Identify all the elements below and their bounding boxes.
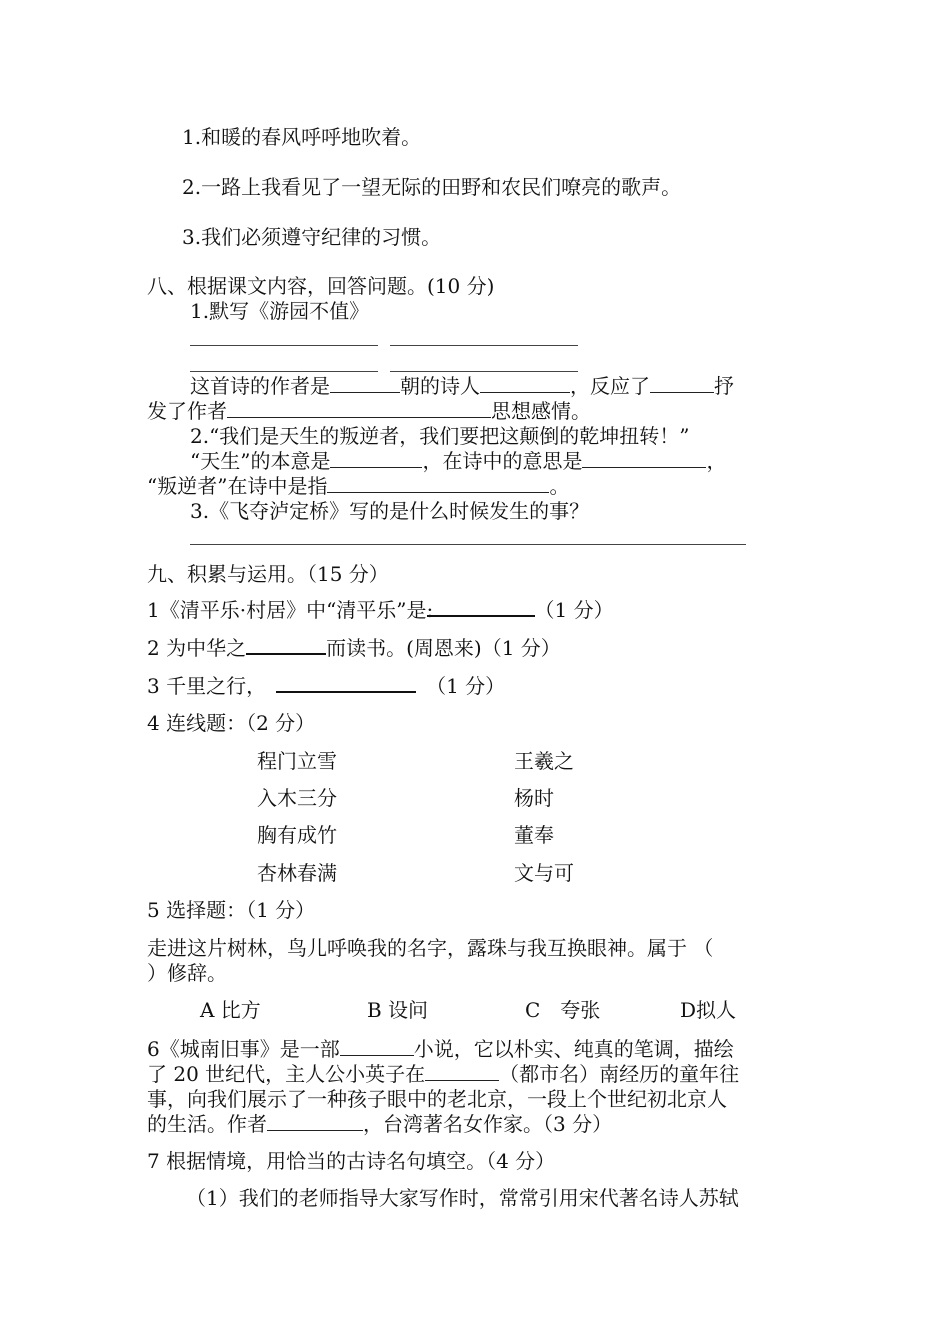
author-question <box>190 373 734 399</box>
text-segment: ，在诗中的意思是 <box>422 449 583 473</box>
poem-blank-1[interactable] <box>190 345 378 346</box>
section9-q7: 7 根据情境，用恰当的古诗名句填空。（4 分） <box>147 1149 556 1173</box>
section9-q4: 4 连线题：（2 分） <box>147 711 316 735</box>
text-segment: ，反应了 <box>570 374 650 398</box>
section8-q1: 1.默写《游园不值》 <box>190 299 370 323</box>
q5-sentence-line2: ）修辞。 <box>147 961 227 985</box>
text-segment: 6《城南旧事》是一部 <box>147 1037 340 1061</box>
text-segment: （都市名）南经历的童年往 <box>499 1062 740 1086</box>
text-segment: 。 <box>549 474 570 498</box>
text-segment: 发了作者 <box>147 399 227 423</box>
text-segment: 了 20 世纪代，主人公小英子在 <box>147 1062 426 1086</box>
q5-sentence-line1: 走进这片树林，鸟儿呼唤我的名字，露珠与我互换眼神。属于 （ <box>147 936 714 960</box>
feeling-blank[interactable] <box>227 399 491 418</box>
text-segment: 这首诗的作者是 <box>190 374 330 398</box>
match-right-2[interactable]: 杨时 <box>514 786 554 810</box>
text-segment: 而读书。(周恩来)（1 分） <box>326 636 561 660</box>
dynasty-blank[interactable] <box>330 374 400 393</box>
original-meaning-blank[interactable] <box>330 449 422 468</box>
section9-q3 <box>147 673 505 699</box>
novel-type-blank[interactable] <box>340 1037 414 1056</box>
text-segment: “叛逆者”在诗中是指 <box>147 474 328 498</box>
sentence-item-1: 1.和暖的春风呼呼地吹着。 <box>182 125 422 149</box>
q6-line2 <box>147 1061 739 1087</box>
match-right-3[interactable]: 董奉 <box>514 823 554 847</box>
match-left-1[interactable]: 程门立雪 <box>257 749 337 773</box>
text-segment: 2 为中华之 <box>147 636 247 660</box>
feeling-question <box>147 398 591 424</box>
match-left-4[interactable]: 杏林春满 <box>257 861 337 885</box>
option-a[interactable]: A 比方 <box>200 998 261 1022</box>
option-d[interactable]: D拟人 <box>680 998 737 1022</box>
match-left-3[interactable]: 胸有成竹 <box>257 823 337 847</box>
text-segment: 小说，它以朴实、纯真的笔调，描绘 <box>413 1037 734 1061</box>
qianli-blank[interactable] <box>276 673 416 693</box>
section9-q2 <box>147 635 561 661</box>
text-segment: 1《清平乐·村居》中“清平乐”是 <box>147 598 427 622</box>
answer-line[interactable] <box>190 544 746 545</box>
text-segment: ，台湾著名女作家。（3 分） <box>363 1112 613 1136</box>
match-right-4[interactable]: 文与可 <box>514 861 574 885</box>
text-segment: 朝的诗人 <box>400 374 480 398</box>
text-segment: “天生”的本意是 <box>190 449 331 473</box>
q6-line3: 事，向我们展示了一种孩子眼中的老北京，一段上个世纪初北京人 <box>147 1087 727 1111</box>
poet-blank[interactable] <box>480 374 570 393</box>
poem-blank-4[interactable] <box>390 371 578 372</box>
sentence-item-3: 3.我们必须遵守纪律的习惯。 <box>182 225 442 249</box>
match-left-2[interactable]: 入木三分 <box>257 786 337 810</box>
text-segment: ， <box>706 449 727 473</box>
section8-q2: 2.“我们是天生的叛逆者，我们要把这颠倒的乾坤扭转！” <box>190 424 690 448</box>
section8-q3: 3.《飞夺泸定桥》写的是什么时候发生的事？ <box>190 499 590 523</box>
section8-heading: 八、根据课文内容，回答问题。(10 分) <box>147 274 495 298</box>
section9-heading: 九、积累与运用。（15 分） <box>147 562 389 586</box>
city-blank[interactable] <box>425 1062 499 1081</box>
poem-blank-2[interactable] <box>390 345 578 346</box>
author-blank[interactable] <box>267 1112 363 1131</box>
text-segment: 思想感情。 <box>491 399 591 423</box>
section9-q7-1: （1）我们的老师指导大家写作时，常常引用宋代著名诗人苏轼 <box>186 1186 739 1210</box>
zhouenlai-blank[interactable] <box>246 635 326 655</box>
text-segment: 的生活。作者 <box>147 1112 267 1136</box>
tiansheng-question <box>190 448 726 474</box>
rebel-meaning-blank[interactable] <box>327 474 549 493</box>
option-c[interactable]: C 夸张 <box>525 998 601 1022</box>
section9-q1 <box>147 597 614 623</box>
section9-q5: 5 选择题：（1 分） <box>147 898 316 922</box>
q6-line1 <box>147 1036 734 1062</box>
sentence-item-2: 2.一路上我看见了一望无际的田野和农民们嘹亮的歌声。 <box>182 175 682 199</box>
panizhe-question <box>147 473 569 499</box>
q6-line4 <box>147 1111 612 1137</box>
text-segment: 3 千里之行， <box>147 674 267 698</box>
poem-meaning-blank[interactable] <box>582 449 706 468</box>
match-right-1[interactable]: 王羲之 <box>514 749 574 773</box>
text-segment: （1 分） <box>534 598 614 622</box>
text-segment: （1 分） <box>426 674 506 698</box>
poem-blank-3[interactable] <box>190 371 378 372</box>
option-b[interactable]: B 设问 <box>367 998 429 1022</box>
qingpingle-blank[interactable]: : <box>427 597 535 617</box>
text-segment: 抒 <box>714 374 734 398</box>
reflect-blank[interactable] <box>650 374 714 393</box>
